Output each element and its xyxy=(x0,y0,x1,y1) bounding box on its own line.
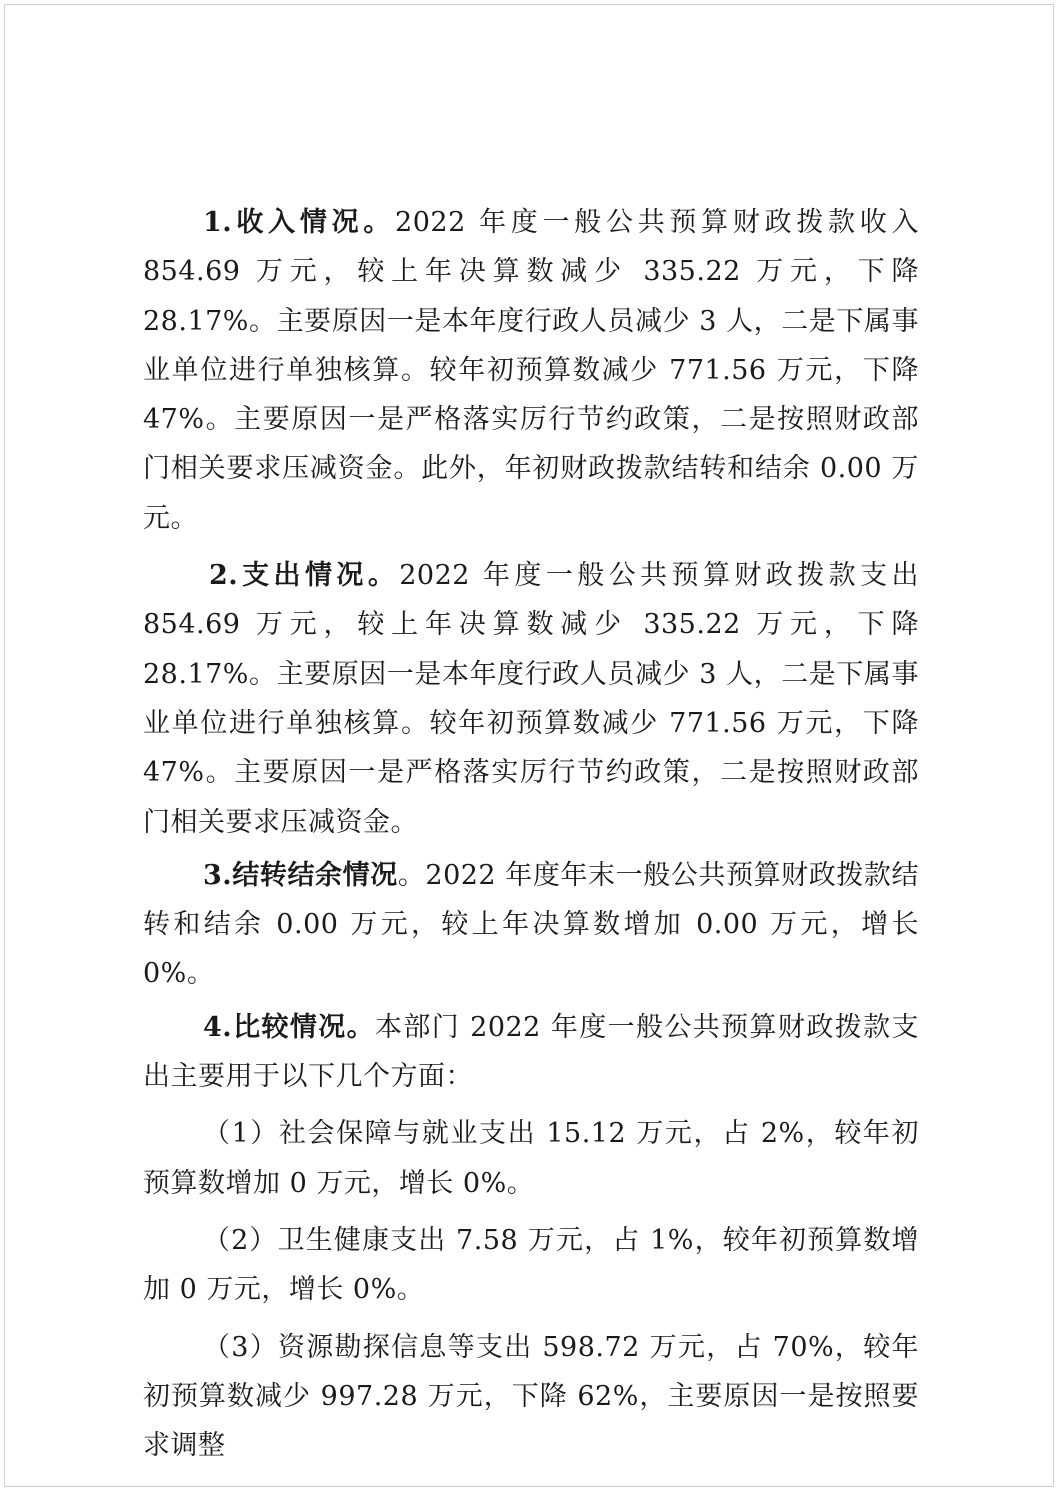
social-security-text: （1）社会保障与就业支出 15.12 万元，占 2%，较年初预算数增加 0 万元，增长 0%。 xyxy=(143,1118,919,1199)
resource-exploration-text: （3）资源勘探信息等支出 598.72 万元，占 70%，较年初预算数减少 997.28 万元，下降 62%，主要原因一是按照要求调整 xyxy=(143,1331,919,1462)
carryover-text: 。2022 年度年末一般公共预算财政拨款结转和结余 0.00 万元，较上年决算数增加 0.00 万元，增长 0%。 xyxy=(143,859,920,990)
heading-income: 1.收入情况。 xyxy=(203,207,396,238)
list-item-health xyxy=(143,1216,919,1315)
income-text: 2022 年度一般公共预算财政拨款收入 854.69 万元，较上年决算数减少 335.22 万元，下降 28.17%。主要原因一是本年度行政人员减少 3 人，二是下属事业单位进行单独核算。较年初预算数减少 771.56 万元，下降 47%。主要原因一是严格落实厉行节约政策，二是按照财政部门相关要求压减资金。此外，年初财政拨款结转和结余 0.00 万元。 xyxy=(143,207,920,534)
list-item-social-security xyxy=(143,1109,919,1208)
comparison-text: 本部门 2022 年度一般公共预算财政拨款支出主要用于以下几个方面： xyxy=(143,1011,919,1093)
paragraph-income xyxy=(143,198,919,543)
list-item-resource-exploration xyxy=(143,1323,919,1471)
heading-expenditure: 2.支出情况。 xyxy=(209,560,400,592)
heading-carryover: 3.结转结余情况 xyxy=(203,859,398,891)
heading-comparison: 4.比较情况。 xyxy=(203,1011,376,1043)
document-body xyxy=(143,198,919,1470)
paragraph-carryover xyxy=(143,851,919,999)
paragraph-expenditure xyxy=(143,551,919,847)
expenditure-text: 2022 年度一般公共预算财政拨款支出 854.69 万元，较上年决算数减少 335.22 万元，下降 28.17%。主要原因一是本年度行政人员减少 3 人，二是下属事业单位进行单独核算。较年初预算数减少 771.56 万元，下降 47%。主要原因一是严格落实厉行节约政策，二是按照财政部门相关要求压减资金。 xyxy=(143,560,920,838)
paragraph-comparison xyxy=(143,1003,919,1102)
health-text: （2）卫生健康支出 7.58 万元，占 1%，较年初预算数增加 0 万元，增长 0%。 xyxy=(143,1224,919,1306)
